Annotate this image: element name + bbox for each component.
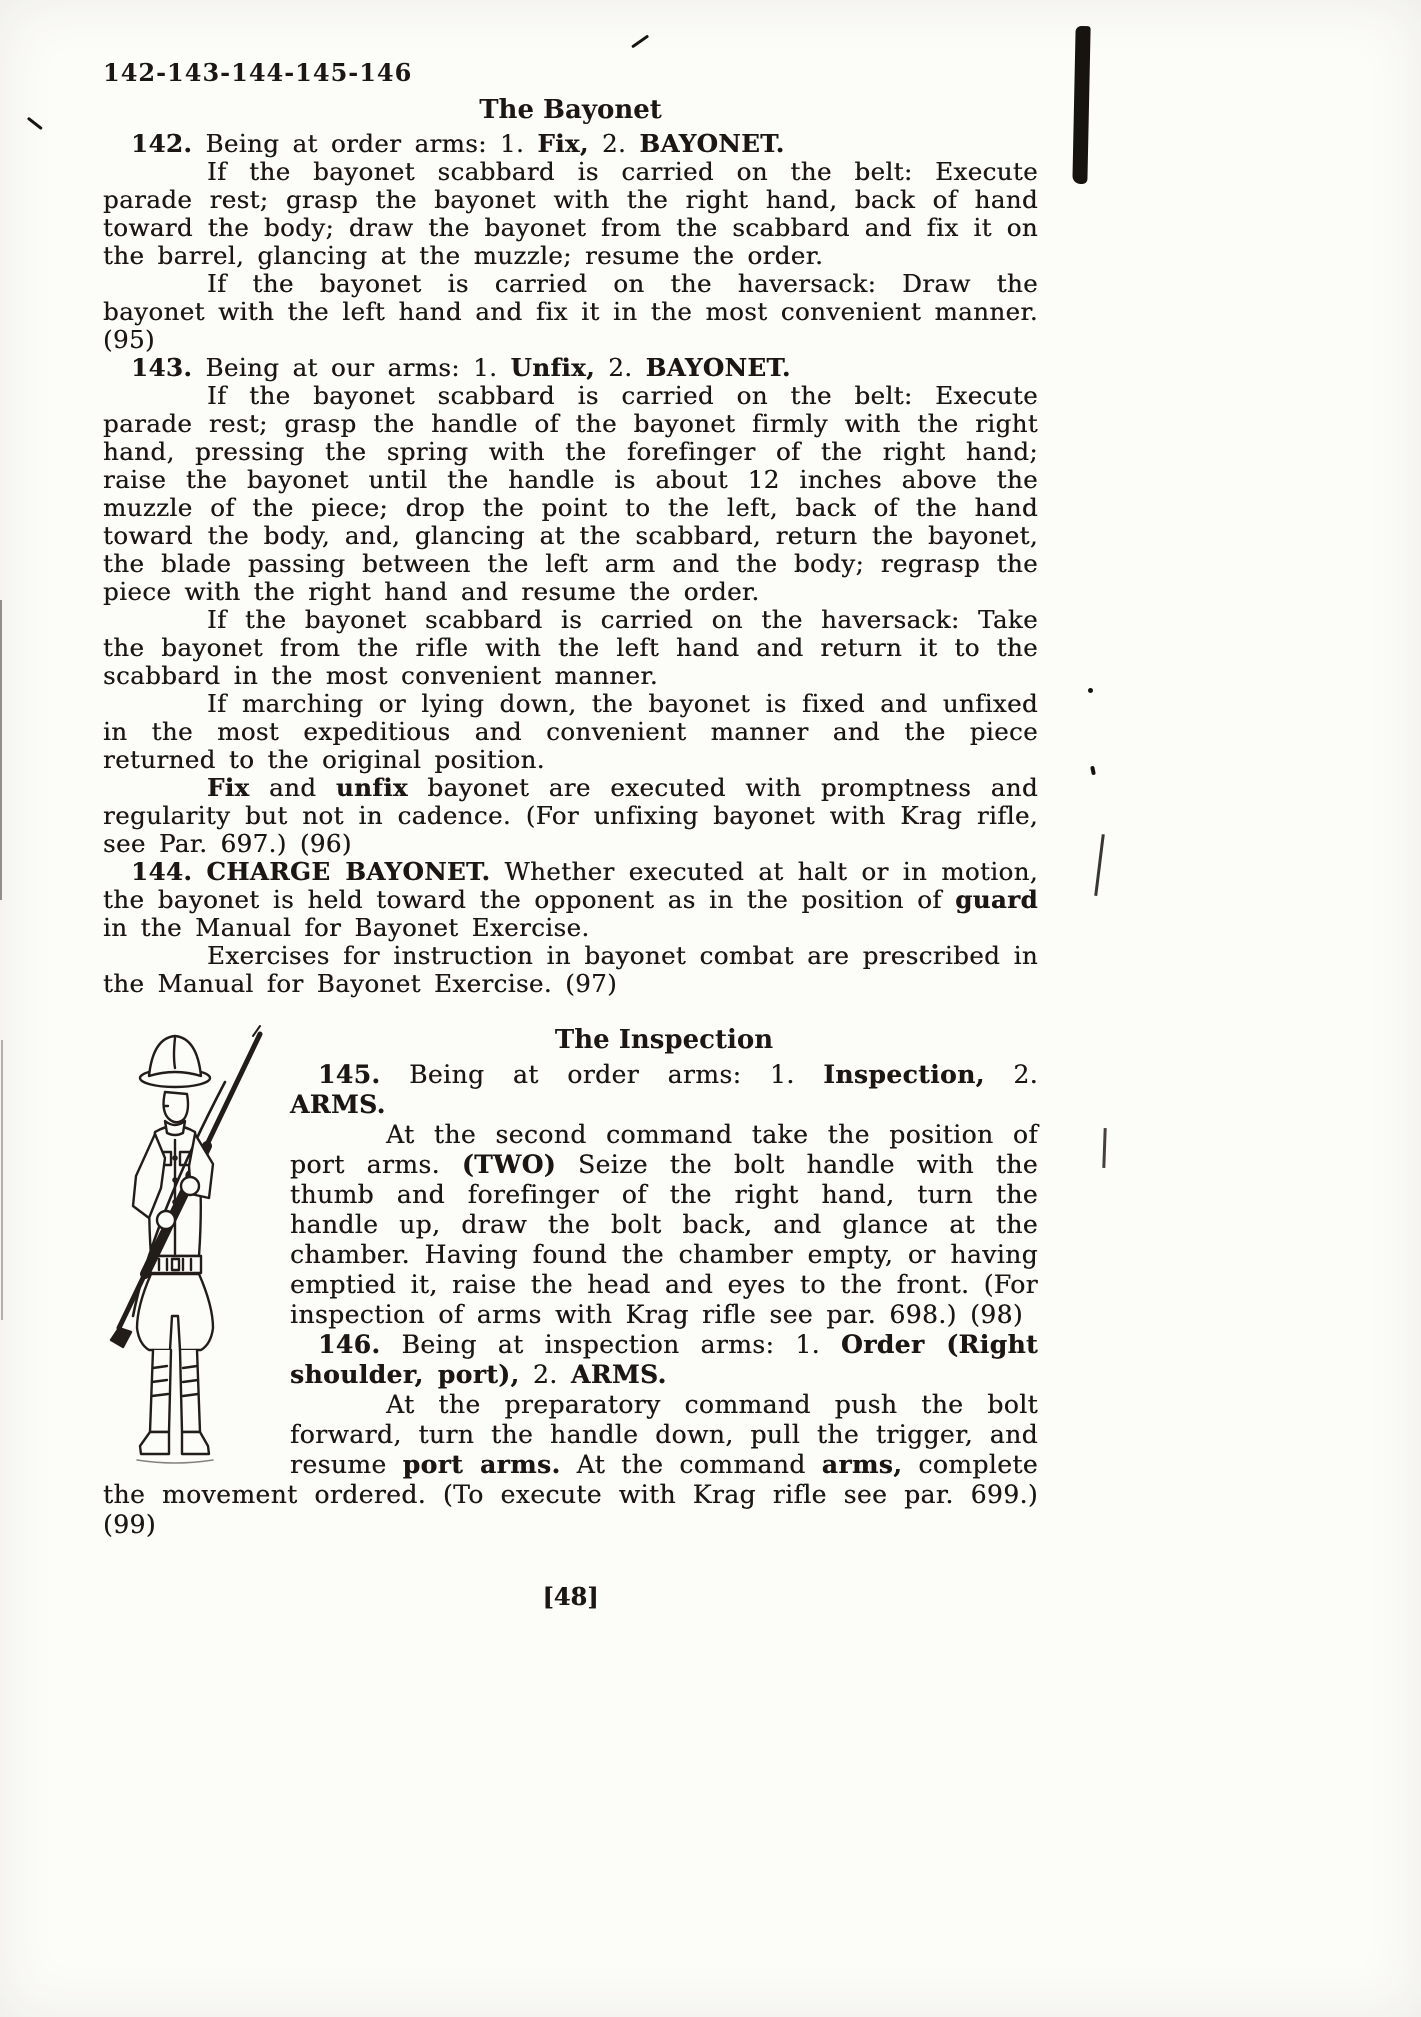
scan-artifact-dot (1088, 688, 1093, 693)
page-header-paragraph-numbers: 142-143-144-145-146 (103, 58, 413, 87)
scan-artifact-edge-b (1, 1040, 3, 1320)
paragraph-142-haversack: If the bayonet is carried on the haversack: Draw the bayonet with the left hand and fix it in the most convenient manner. (95) (103, 269, 1038, 354)
paragraph-146-command: 146. Being at inspection arms: 1. Order (Right shoulder, port), 2. ARMS. (290, 1330, 1038, 1389)
paragraph-143-fix-unfix: Fix and unfix bayonet are executed with promptness and regularity but not in cadence. (For unfixing bayonet with Krag rifle, see Par. 697.) (96) (103, 773, 1039, 858)
scan-artifact-stroke (1102, 1128, 1106, 1168)
campaign-hat (140, 1036, 210, 1087)
soldier-head (164, 1092, 188, 1135)
paragraph-142-command: 142. Being at order arms: 1. Fix, 2. BAYONET. (131, 129, 785, 158)
paragraph-144-command: 144. CHARGE BAYONET. Whether executed at halt or in motion, the bayonet is held toward the opponent as in the position of guard in the Manual for Bayonet Exercise. (103, 857, 1038, 942)
page-content (103, 94, 1038, 1612)
paragraph-143-belt: If the bayonet scabbard is carried on the belt: Execute parade rest; grasp the handle of the bayonet firmly with the right hand, pressing the spring with the forefinger of the right hand; raise the bayonet until the handle is about 12 inches above the muzzle of the piece; drop the point to the left, back of the hand toward the body, and, glancing at the scabbard, return the bayonet, the blade passing between the left arm and the body; regrasp the piece with the right hand and resume the order. (103, 381, 1038, 606)
ground-shadow (137, 1460, 213, 1463)
paragraph-145-command: 145. Being at order arms: 1. Inspection, 2. ARMS. (290, 1060, 1038, 1119)
scan-artifact-hairline (1094, 834, 1104, 896)
soldier-rifle-drawing (103, 1016, 278, 1468)
scan-artifact-blob (1072, 26, 1090, 184)
paragraph-143-haversack: If the bayonet scabbard is carried on the haversack: Take the bayonet from the rifle with the left hand and return it to the scabbard in the most convenient manner. (103, 605, 1038, 690)
soldier-breeches (137, 1274, 213, 1350)
bayonet-section (103, 94, 1038, 998)
soldier-left-leg (140, 1350, 171, 1454)
soldier-right-leg (180, 1350, 209, 1454)
scan-artifact-edge-a (0, 600, 2, 900)
paragraph-142-belt: If the bayonet scabbard is carried on the belt: Execute parade rest; grasp the bayonet with the right hand, back of hand toward the body; draw the bayonet from the scabbard and fix it on the barrel, glancing at the muzzle; resume the order. (103, 157, 1038, 270)
paragraph-145-body: At the second command take the position of port arms. (TWO) Seize the bolt handle with the thumb and forefinger of the right hand, turn the handle up, draw the bolt back, and glance at the chamber. Having found the chamber empty, or having emptied it, raise the head and eyes to the front. (For inspection of arms with Krag rifle see par. 698.) (98) (290, 1120, 1039, 1329)
bayonet-section-title: The Bayonet (479, 95, 662, 125)
page-number: [48] (542, 1582, 599, 1611)
paragraph-146-body: At the preparatory command push the bolt forward, turn the handle down, pull the trigger, and resume port arms. At the command arms, complete the movement ordered. (To execute with Krag rifle see par. 699.) (99) (103, 1390, 1038, 1539)
inspection-section-title: The Inspection (554, 1025, 774, 1055)
paragraph-143-command: 143. Being at our arms: 1. Unfix, 2. BAYONET. (131, 353, 791, 382)
inspection-section (103, 1024, 1038, 1540)
scan-artifact-backslash (27, 117, 43, 130)
paragraph-143-marching: If marching or lying down, the bayonet is fixed and unfixed in the most expeditious and convenient manner and the piece returned to the original position. (103, 689, 1038, 774)
scan-artifact-tick (631, 34, 649, 48)
paragraph-144-exercises: Exercises for instruction in bayonet combat are prescribed in the Manual for Bayonet Exercise. (97) (103, 941, 1038, 998)
scan-artifact-comma (1090, 766, 1096, 776)
soldier-illustration (103, 1016, 278, 1468)
